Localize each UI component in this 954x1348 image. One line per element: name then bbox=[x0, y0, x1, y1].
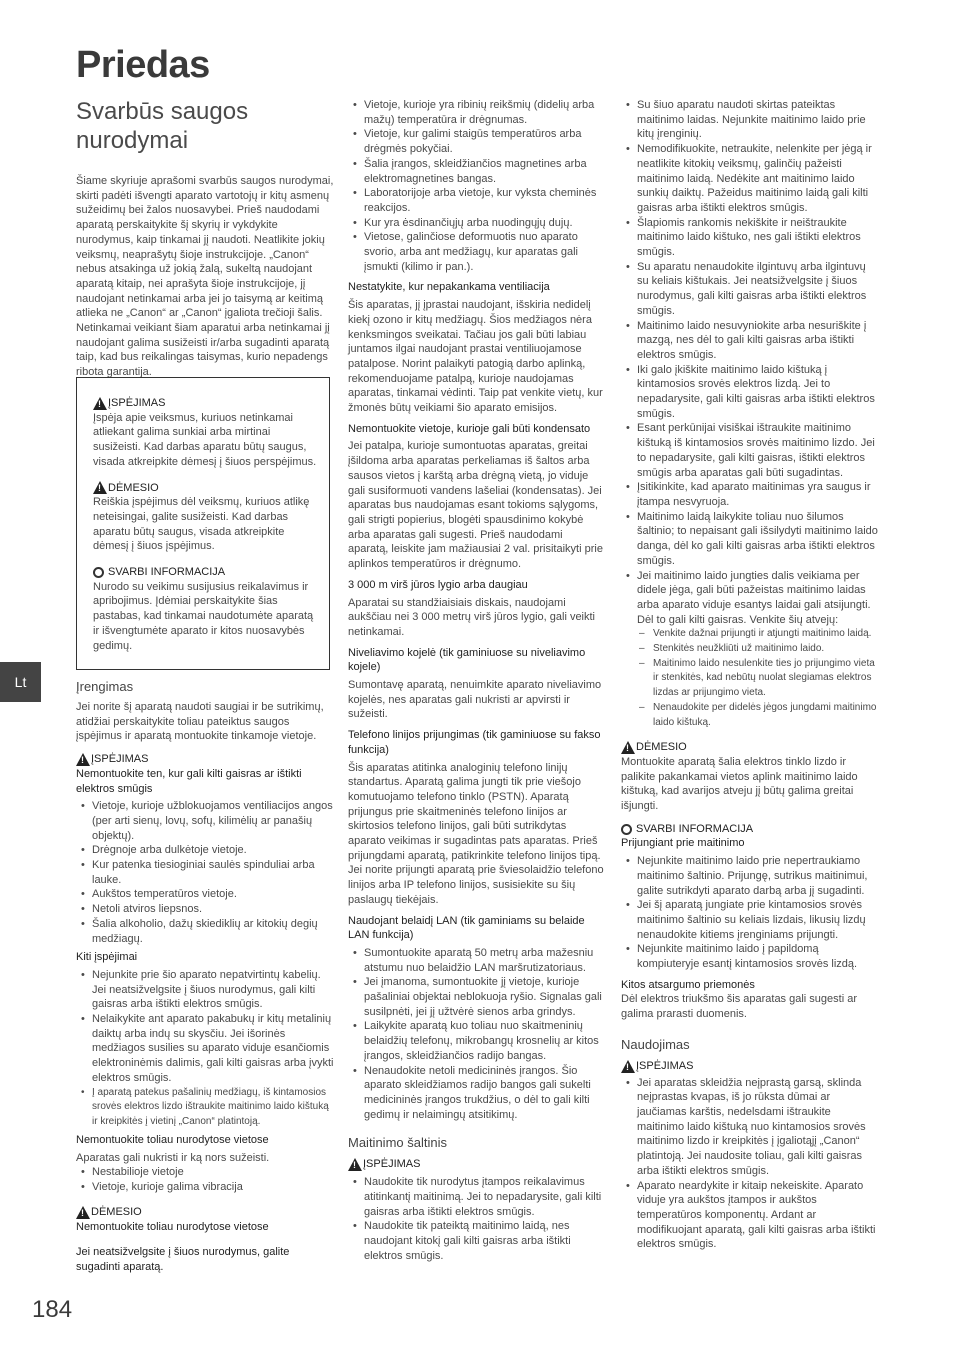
fire-subheading: Nemontuokite ten, kur gali kilti gaisras ar ištikti elektros smūgis bbox=[76, 767, 302, 795]
legend-caution-text: Reiškia įspėjimus dėl veiksmų, kuriuos atlikę neteisingai, galite susižeisti. Kad darbas aparatu būtų saugus, visada atkreipkite dėmesį į šiuos įspėjimus. bbox=[93, 496, 310, 553]
list-item: • Iki galo įkiškite maitinimo laido kištuką į kintamosios srovės elektros lizdą. Jei to nepadarysite, gali kilti gaisras arba ištikti elektros smūgis. bbox=[621, 363, 879, 422]
list-item: • Kur patenka tiesioginiai saulės spinduliai arba lauke. bbox=[76, 858, 334, 887]
list-item: • Jei įmanoma, sumontuokite jį vietoje, kurioje pašaliniai objektai neblokuoja ryšio. Signalas gali susilpnėti, jei jį užtvėrė sienos arba grindys. bbox=[348, 975, 606, 1019]
power-heading: Maitinimo šaltinis bbox=[348, 1135, 447, 1151]
level-subheading: Niveliavimo kojelė (tik gaminiuose su niveliavimo kojele) bbox=[348, 646, 586, 674]
cond-text: Jei patalpa, kurioje sumontuotas aparatas, greitai įšildoma arba aparatas perkeliamas iš šaltos arba sausos vietos į karštą arba drėgną vietą, jo viduje gali susiformuoti vandens lašeliai (kondensatas). Jei aparatas bus naudojamas esant tokioms sąlygoms, gali strigti popierius, blogėti spausdinimo kokybė arba aparatas gali sugesti. Prieš naudodami aparatą, leiskite jam mažiausiai 2 val. prisitaikyti prie aplinkos temperatūros ir drėgnumo. bbox=[348, 440, 603, 571]
altitude-subheading: 3 000 m virš jūros lygio arba daugiau bbox=[348, 578, 528, 591]
list-item: – Nenaudokite per didelės jėgos jungdami maitinimo laido kištuką. bbox=[637, 701, 879, 730]
intro-paragraph: Šiame skyriuje aprašomi svarbūs saugos nurodymai, skirti padėti išvengti aparato vartotojų ir kitų asmenų sužeidimų bei žalos nuosavybei. Prieš naudodami aparatą perskaitykite šį skyrių ir vykdykite nurodymus, kaip tinkamai jį naudoti. Neatlikite jokių veiksmų, neaprašytų šioje instrukcijoje. „Canon“ nebus atsakinga už jokią žalą, sukeltą naudojant aparatą kitaip, nei aprašyta šioje instrukcijoje, jį naudojant netinkamai arba jei jo taisymą ar keitimą atlieka ne „Canon“ ar „Canon“ įgaliota trečioji šalis. Netinkamai veikiant šiam aparatui arba netinkamai jį naudojant galima susižeisti ir/arba sugadinti aparatą taip, kad bus reikalingas taisymas, kurio nepadengs ribota garantija. bbox=[76, 175, 334, 379]
level-text: Sumontavę aparatą, nenuimkite aparato niveliavimo kojelės, nes aparatas gali nukristi ar apvirsti ir sužeisti. bbox=[348, 679, 602, 721]
list-item: • Drėgnoje arba dulkėtoje vietoje. bbox=[76, 843, 334, 858]
list-item: • Maitinimo laidą laikykite toliau nuo šilumos šaltinio; to nepaisant gali išsilydyti maitinimo laido danga, dėl ko gali kilti gaisras arba ištikti elektros smūgis. bbox=[621, 510, 879, 569]
list-item: • Jei maitinimo laido jungties dalis veikiama per didele jėga, gali būti pažeistas maitinimo laidas arba aparato viduje esantys laidai gali atsijungti. Dėl to gali kilti gaisras. Venkite šių atvejų: bbox=[621, 569, 879, 628]
measures-text: Dėl elektros triukšmo šis aparatas gali sugesti ar galima prarasti duomenis. bbox=[621, 993, 857, 1021]
list-item: • Aparato neardykite ir kitaip nekeiskite. Aparato viduje yra aukštos įtampos ir aukštos temperatūros komponentų. Ardant ar modifikuojant aparatą, gali kilti gaisras arba ištikti elektros smūgis. bbox=[621, 1179, 879, 1253]
avoid-intro: Aparatas gali nukristi ir ką nors sužeisti. bbox=[76, 1151, 270, 1164]
power-list bbox=[348, 1175, 606, 1263]
list-item: • Į aparatą patekus pašalinių medžiagų, iš kintamosios srovės elektros lizdo ištraukite maitinimo laido kištuką ir kreipkitės į vietinį „Canon“ platintoją. bbox=[76, 1086, 334, 1130]
avoid-cases-list bbox=[637, 627, 879, 730]
list-item: • Vietoje, kurioje galima vibracija bbox=[76, 1180, 334, 1195]
phone-subheading: Telefono linijos prijungimas (tik gaminiuose su fakso funkcija) bbox=[348, 729, 601, 756]
use-heading: Naudojimas bbox=[621, 1036, 690, 1052]
page-title: Priedas bbox=[76, 44, 210, 86]
list-item: – Maitinimo laido nesulenkite ties jo prijungimo vieta ir stenkitės, kad nebūtų nuolat slegiamas elektros lizdas ar prijungimo vieta. bbox=[637, 657, 879, 701]
list-item: • Šlapiomis rankomis nekiškite ir neištraukite maitinimo laido kištuko, nes gali ištikti elektros smūgis. bbox=[621, 216, 879, 260]
list-item: • Nejunkite maitinimo laido prie nepertraukiamo maitinimo šaltinio. Prijungę, sutrikus maitinimui, galite sutrikdyti aparato darbą arba jį sugadinti. bbox=[621, 854, 879, 898]
page-number: 184 bbox=[32, 1296, 73, 1323]
list-item: – Venkite dažnai prijungti ir atjungti maitinimo laidą. bbox=[637, 627, 879, 642]
vent-subheading: Nestatykite, kur nepakankama ventiliacija bbox=[348, 281, 550, 294]
column-3 bbox=[621, 98, 879, 1252]
legend-warning-text: Įspėja apie veiksmus, kuriuos netinkamai atliekant galima sunkiai arba mirtinai susižeisti. Kad darbas aparatu būtų saugus, visada atkreipkite dėmesį į šiuos perspėjimus. bbox=[93, 411, 317, 468]
list-item: – Stenkitės neužkliūti už maitinimo laido. bbox=[637, 642, 879, 657]
list-item: • Nemodifikuokite, netraukite, nelenkite per jėgą ir neatlikite kitokių veiksmų, galinčių pažeisti maitinimo laidą. Nedėkite ant maitinimo laido sunkių daiktų. Pažeidus maitinimo laidą gali kilti gaisras arba ištikti elektros smūgis. bbox=[621, 142, 879, 216]
other-subheading: Kiti įspėjimai bbox=[76, 951, 138, 964]
list-item: • Esant perkūnijai visiškai ištraukite maitinimo kištuką iš kintamosios srovės maitinimo lizdo. Jei to nepadarysite, gali kilti gaisras, ištikti elektros smūgis arba aparatas gali būti sugadintas. bbox=[621, 421, 879, 480]
list-item: • Su šiuo aparatu naudoti skirtas pateiktas maitinimo laidas. Nejunkite maitinimo laido prie kitų įrenginių. bbox=[621, 98, 879, 142]
caution-icon bbox=[76, 1206, 90, 1219]
important-info-icon bbox=[93, 567, 104, 578]
caution-icon bbox=[621, 741, 635, 754]
list-item: • Vietoje, kur galimi staigūs temperatūros arba drėgmės pokyčiai. bbox=[348, 127, 606, 156]
list-item: • Laboratorijoje arba vietoje, kur vyksta cheminės reakcijos. bbox=[348, 186, 606, 215]
use-warning-heading: ! ĮSPĖJIMAS bbox=[621, 1059, 879, 1074]
legend-content bbox=[93, 396, 321, 653]
language-tab: Lt bbox=[0, 662, 41, 702]
list-item: • Nelaikykite ant aparato pakabukų ir kitų metalinių daiktų arba indų su skysčiu. Jei išorinės medžiagos susilies su aparato viduje esančiomis elektroninėmis dalimis, gali kilti gaisras arba įvykti elektros smūgis. bbox=[76, 1012, 334, 1086]
important-info-icon bbox=[621, 824, 632, 835]
phone-text: Šis aparatas atitinka analoginių telefono linijų standartus. Aparatą galima jungti tik prie viešojo komutuojamo telefono tinklo (PSTN). Aparatą prijungus prie skaitmeninės telefono linijos ar skirtosios telefono linijos, gali būti sutrikdytas aparato veikimas ir sugadintas pats aparatas. Prieš prijungdami aparatą, patikrinkite telefono linijos tipą. Jei norite prijungti aparatą prie šviesolaidžio telefono linijos arba IP telefono linijos, susisiekite su šių paslaugų tiekėjais. bbox=[348, 761, 604, 906]
caution-text: Jei neatsižvelgsite į šiuos nurodymus, galite sugadinti aparatą. bbox=[76, 1246, 290, 1273]
legend-caution-heading: ! DĖMESIO bbox=[93, 481, 321, 496]
install-intro: Jei norite šį aparatą naudoti saugiai ir be sutrikimų, atidžiai perskaitykite toliau pateiktus saugos įspėjimus ir aparatą montuokite tinkamoje vietoje. bbox=[76, 701, 324, 743]
column-1-install bbox=[76, 678, 334, 1275]
install-heading: Įrengimas bbox=[76, 679, 134, 694]
list-item: • Šalia įrangos, skleidžiančios magnetines arba elektromagnetines bangas. bbox=[348, 157, 606, 186]
cond-subheading: Nemontuokite vietoje, kurioje gali būti kondensato bbox=[348, 422, 591, 435]
lan-subheading: Naudojant belaidį LAN (tik gaminiams su belaide LAN funkcija) bbox=[348, 914, 585, 942]
connect-list bbox=[621, 854, 879, 972]
list-item: • Jei šį aparatą jungiate prie kintamosios srovės maitinimo šaltinio su keliais lizdais, likusių lizdų nenaudokite kitiems įrenginiams prijungti. bbox=[621, 898, 879, 942]
lan-list bbox=[348, 946, 606, 1122]
warning-icon bbox=[621, 1060, 635, 1073]
list-item: • Vietoje, kurioje užblokuojamos ventiliacijos angos (per arti sienų, lovų, sofų, kilimėlių ar panašių objektų). bbox=[76, 799, 334, 843]
vent-text: Šis aparatas, jį įprastai naudojant, išskiria nedidelį kiekį ozono ir kitų medžiagų. Šios medžiagos nėra kenksmingos sveikatai. Tačiau jos gali būti labiau juntamos ilgai naudojant prastai ventiliuojamose patalpose. Norint palaikyti patogią darbo aplinką, rekomenduojame patalpą, kurioje naudojamas aparatas, tinkamai vėdinti. Taip pat venkite vietų, kur žmonės būtų veikiami šio aparato emisijos. bbox=[348, 299, 603, 415]
caution-icon bbox=[93, 481, 107, 494]
connect-subheading: Prijungiant prie maitinimo bbox=[621, 837, 745, 850]
legend-important-heading: SVARBI INFORMACIJA bbox=[93, 565, 321, 580]
other-list bbox=[76, 968, 334, 1129]
column-1 bbox=[76, 174, 334, 380]
list-item: • Vietoje, kurioje yra ribinių reikšmių (didelių arba mažų) temperatūra ir drėgnumas. bbox=[348, 98, 606, 127]
avoid-list bbox=[76, 1165, 334, 1194]
list-item: • Su aparatu nenaudokite ilgintuvų arba ilgintuvų su keliais kištukais. Jei neatsižvelgsite į šiuos nurodymus, gali kilti gaisras arba ištikti elektros smūgis. bbox=[621, 260, 879, 319]
legend-important-text: Nurodo su veikimu susijusius reikalavimus ir apribojimus. Įdėmiai perskaitykite šias pastabas, kad tinkamai naudotumėte aparatą ir išvengtumėte aparato ir kitos nuosavybės gedimų. bbox=[93, 580, 314, 652]
use-list bbox=[621, 1076, 879, 1252]
list-item: • Įsitikinkite, kad aparato maitinimas yra saugus ir įtampa nesvyruoja. bbox=[621, 480, 879, 509]
list-item: • Netoli atviros liepsnos. bbox=[76, 902, 334, 917]
list-item: • Aukštos temperatūros vietoje. bbox=[76, 887, 334, 902]
caution-heading: ! DĖMESIO bbox=[621, 740, 879, 755]
caution-heading: ! DĖMESIO bbox=[76, 1205, 334, 1220]
list-item: • Šalia alkoholio, dažų skiediklių ar kitokių degių medžiagų. bbox=[76, 917, 334, 946]
legend-warning-heading: ! ĮSPĖJIMAS bbox=[93, 396, 321, 411]
list-item: • Kur yra ėsdinančiųjų arba nuodingųjų dujų. bbox=[348, 216, 606, 231]
section-title: Svarbūs saugos nurodymai bbox=[76, 98, 249, 154]
install-warning-heading: ! ĮSPĖJIMAS bbox=[76, 752, 334, 767]
power-cord-list bbox=[621, 98, 879, 627]
warning-icon bbox=[76, 753, 90, 766]
important-heading: SVARBI INFORMACIJA bbox=[621, 822, 879, 837]
measures-subheading: Kitos atsargumo priemonės bbox=[621, 978, 755, 991]
list-item: • Nenaudokite netoli medicininės įrangos. Šio aparato skleidžiamos radijo bangos gali sukelti medicininės įrangos trukdžius, o dėl to gali kilti gedimų ir nelaimingų atsitikimų. bbox=[348, 1064, 606, 1123]
column-2 bbox=[348, 98, 606, 1263]
caution-subheading: Nemontuokite toliau nurodytose vietose bbox=[76, 1220, 269, 1233]
fire-list bbox=[76, 799, 334, 946]
list-item: • Jei aparatas skleidžia neįprastą garsą, sklinda neįprastas kvapas, iš jo rūksta dūmai ar jaučiamas karštis, nedelsdami ištraukite maitinimo laido kištuką nuo kintamosios srovės maitinimo lizdo ir kreipkitės į įgaliotąjį „Canon“ platintoją. Jei naudosite toliau, gali kilti gaisras arba ištikti elektros smūgis. bbox=[621, 1076, 879, 1179]
list-item: • Naudokite tik pateiktą maitinimo laidą, nes naudojant kitokį gali kilti gaisras arba ištikti elektros smūgis. bbox=[348, 1219, 606, 1263]
power-warning-heading: ! ĮSPĖJIMAS bbox=[348, 1157, 606, 1172]
location-list bbox=[348, 98, 606, 274]
list-item: • Nejunkite prie šio aparato nepatvirtintų kabelių. Jei neatsižvelgsite į šiuos nurodymus, gali kilti gaisras arba ištikti elektros smūgis. bbox=[76, 968, 334, 1012]
list-item: • Sumontuokite aparatą 50 metrų arba mažesniu atstumu nuo belaidžio LAN maršrutizatoriaus. bbox=[348, 946, 606, 975]
list-item: • Naudokite tik nurodytus įtampos reikalavimus atitinkantį maitinimą. Jei to nepadarysite, gali kilti gaisras arba ištikti elektros smūgis. bbox=[348, 1175, 606, 1219]
avoid-subheading: Nemontuokite toliau nurodytose vietose bbox=[76, 1134, 269, 1147]
list-item: • Nejunkite maitinimo laido į papildomą kompiuteryje esantį kintamosios srovės lizdą. bbox=[621, 942, 879, 971]
altitude-text: Aparatai su standžiaisiais diskais, naudojami aukščiau nei 3 000 metrų virš jūros lygio, gali veikti netinkamai. bbox=[348, 596, 596, 638]
warning-icon bbox=[348, 1158, 362, 1171]
list-item: • Maitinimo laido nesuvyniokite arba nesuriškite į mazgą, nes dėl to gali kilti gaisras arba ištikti elektros smūgis. bbox=[621, 319, 879, 363]
list-item: • Nestabilioje vietoje bbox=[76, 1165, 334, 1180]
caution-text: Montuokite aparatą šalia elektros tinklo lizdo ir palikite pakankamai vietos aplink maitinimo laido kištuką, kad avarijos atveju jį būtų galima greitai išjungti. bbox=[621, 755, 858, 813]
list-item: • Vietose, galinčiose deformuotis nuo aparato svorio, arba ant medžiagų, kur aparatas gali įsmukti (kilimo ir pan.). bbox=[348, 230, 606, 274]
warning-icon bbox=[93, 397, 107, 410]
list-item: • Laikykite aparatą kuo toliau nuo skaitmeninių belaidžių telefonų, mikrobangų krosnelių ar kitos įrangos, skleidžiančios radijo bangas. bbox=[348, 1019, 606, 1063]
